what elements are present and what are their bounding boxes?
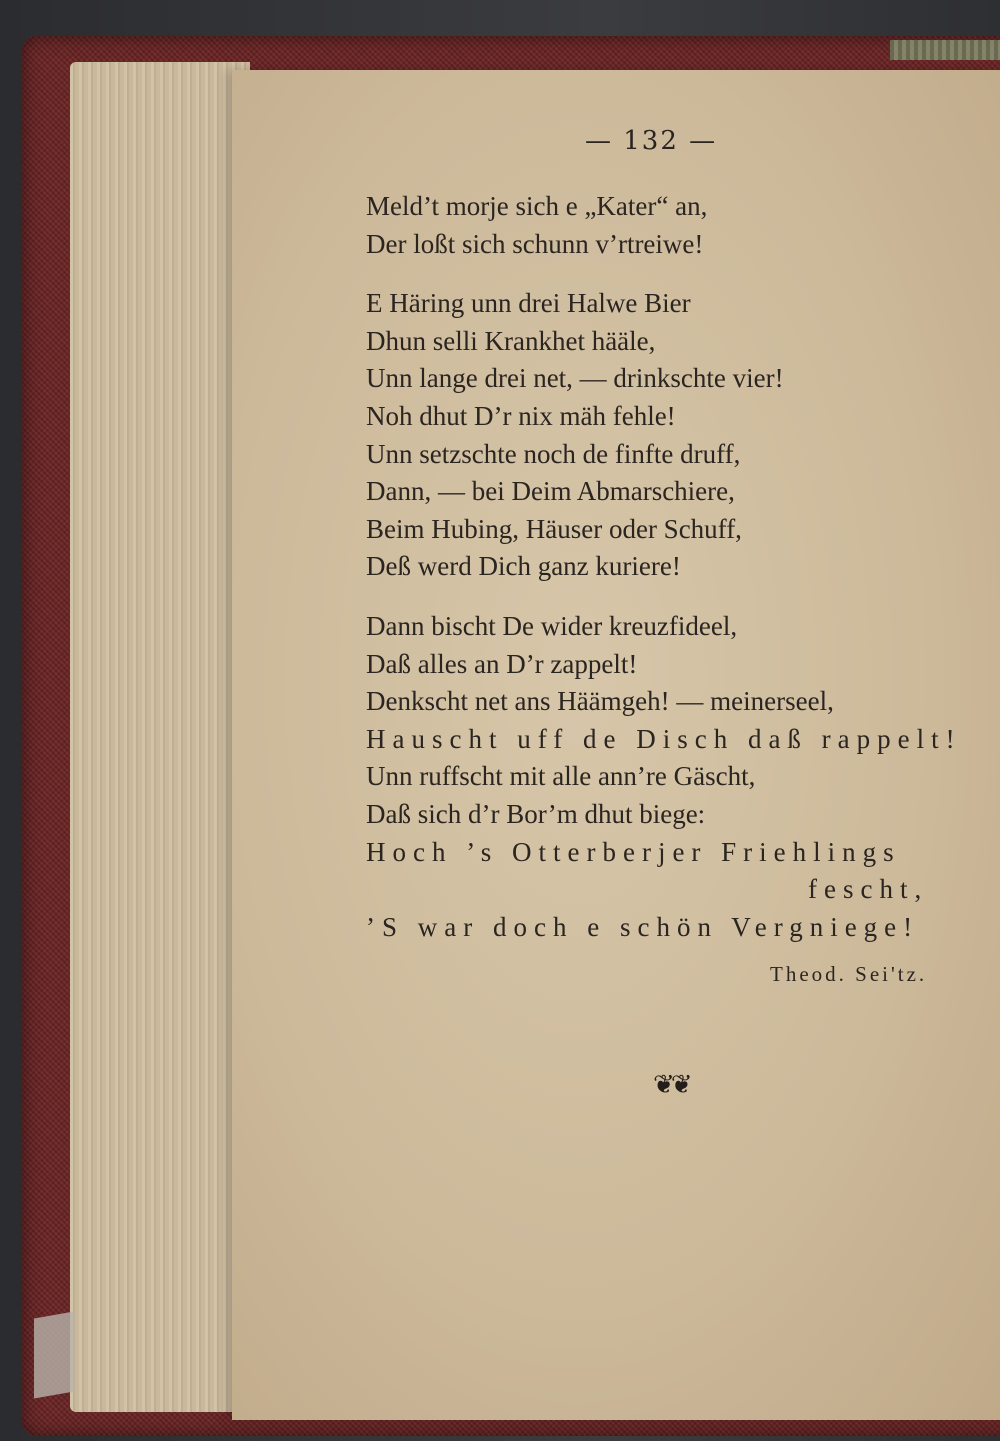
- poem-line: Denkscht net ans Häämgeh! — meinerseel,: [366, 686, 834, 717]
- poem-line: Dann, — bei Deim Abmarschiere,: [366, 476, 735, 507]
- poem-line: Daß sich d’r Bor’m dhut biege:: [366, 798, 706, 829]
- author-signature: Theod. Sei'tz.: [770, 962, 928, 986]
- poem-line: E Häring unn drei Halwe Bier: [366, 288, 691, 319]
- poem: [366, 188, 976, 968]
- poem-line: Dhun selli Krankhet hääle,: [366, 325, 656, 356]
- poem-line: fescht,: [808, 874, 929, 905]
- page-number: — 132 —: [585, 126, 718, 156]
- poem-line: Unn lange drei net, — drinkschte vier!: [366, 363, 784, 394]
- poem-line: Daß alles an D’r zappelt!: [366, 648, 638, 679]
- poem-line: Dann bischt De wider kreuzfideel,: [366, 610, 738, 641]
- poem-line: Hoch ’s Otterberjer Friehlings: [366, 836, 901, 867]
- corner-tab: [34, 1311, 74, 1398]
- poem-line: Der loßt sich schunn v’rtreiwe!: [366, 228, 704, 259]
- poem-line: Meld’t morje sich e „Kater“ an,: [366, 191, 708, 221]
- stanza-3: [366, 608, 976, 946]
- poem-line: Deß werd Dich ganz kuriere!: [366, 551, 681, 582]
- poem-line: Hauscht uff de Disch daß rappelt!: [366, 723, 962, 754]
- poem-line: Unn setzschte noch de finfte druff,: [366, 438, 741, 469]
- poem-line: Beim Hubing, Häuser oder Schuff,: [366, 513, 742, 544]
- bookmark-ribbon: [890, 40, 1000, 60]
- ornament-icon: ❦❦: [653, 1070, 689, 1100]
- page-edges: [70, 62, 250, 1412]
- poem-line: Noh dhut D’r nix mäh fehle!: [366, 400, 676, 431]
- poem-line: Unn ruffscht mit alle ann’re Gäscht,: [366, 761, 756, 792]
- stanza-2: [366, 285, 976, 586]
- stanza-1: [366, 188, 976, 263]
- poem-line: ’S war doch e schön Vergniege!: [366, 911, 920, 942]
